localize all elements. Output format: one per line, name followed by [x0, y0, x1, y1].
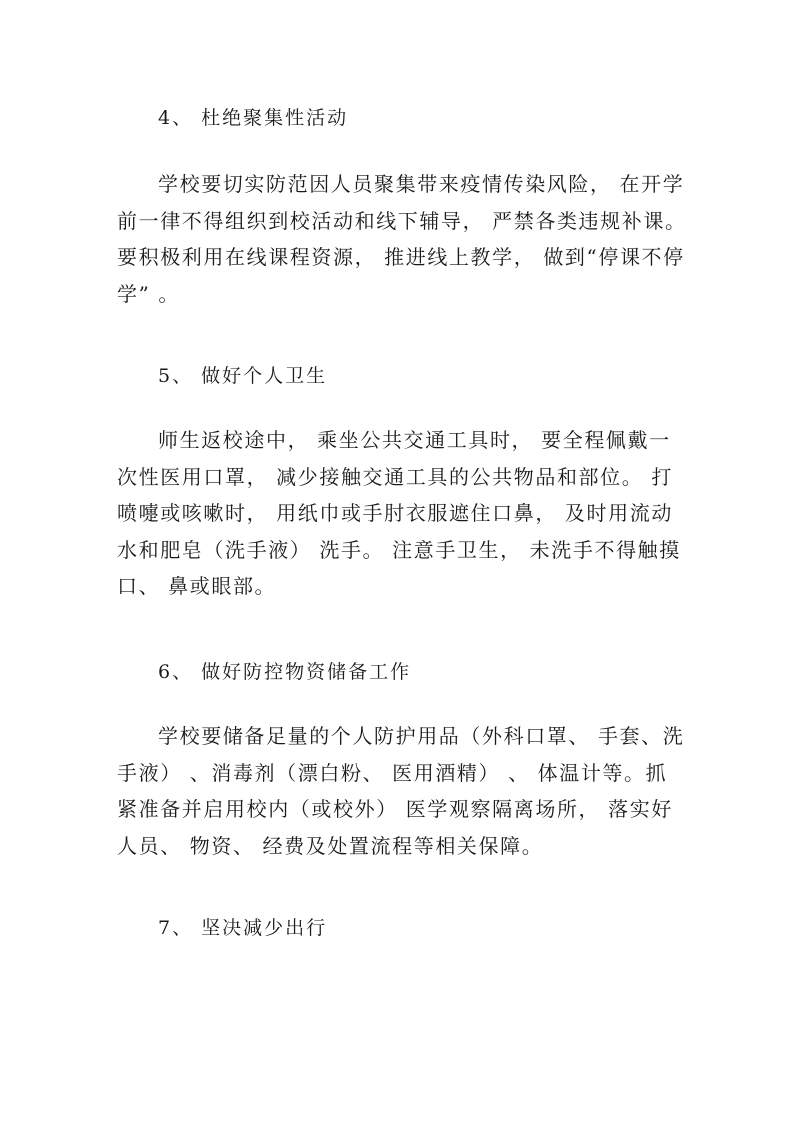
- section-5-heading: 5、 做好个人卫生: [158, 365, 328, 387]
- section-5-paragraph: 师生返校途中， 乘坐公共交通工具时， 要全程佩戴一次性医用口罩， 减少接触交通工具的公共物品和部位。 打喷嚏或咳嗽时， 用纸巾或手肘衣服遮住口鼻， 及时用流动水和肥皂（洗手液） 洗手。 注意手卫生， 未洗手不得触摸口、 鼻或眼部。: [117, 428, 681, 598]
- section-7-heading: 7、 坚决减少出行: [158, 917, 328, 939]
- section-4-paragraph: 学校要切实防范因人员聚集带来疫情传染风险， 在开学前一律不得组织到校活动和线下辅导， 严禁各类违规补课。要积极利用在线课程资源， 推进线上教学， 做到“停课不停学” 。: [117, 172, 687, 306]
- section-6-paragraph: 学校要储备足量的个人防护用品（外科口罩、 手套、洗手液） 、消毒剂（漂白粉、 医用酒精） 、 体温计等。抓紧准备并启用校内（或校外） 医学观察隔离场所， 落实好人员、 物资、 经费及处置流程等相关保障。: [117, 724, 685, 858]
- section-4-heading: 4、 杜绝聚集性活动: [158, 107, 349, 129]
- section-6-heading: 6、 做好防控物资储备工作: [158, 661, 412, 683]
